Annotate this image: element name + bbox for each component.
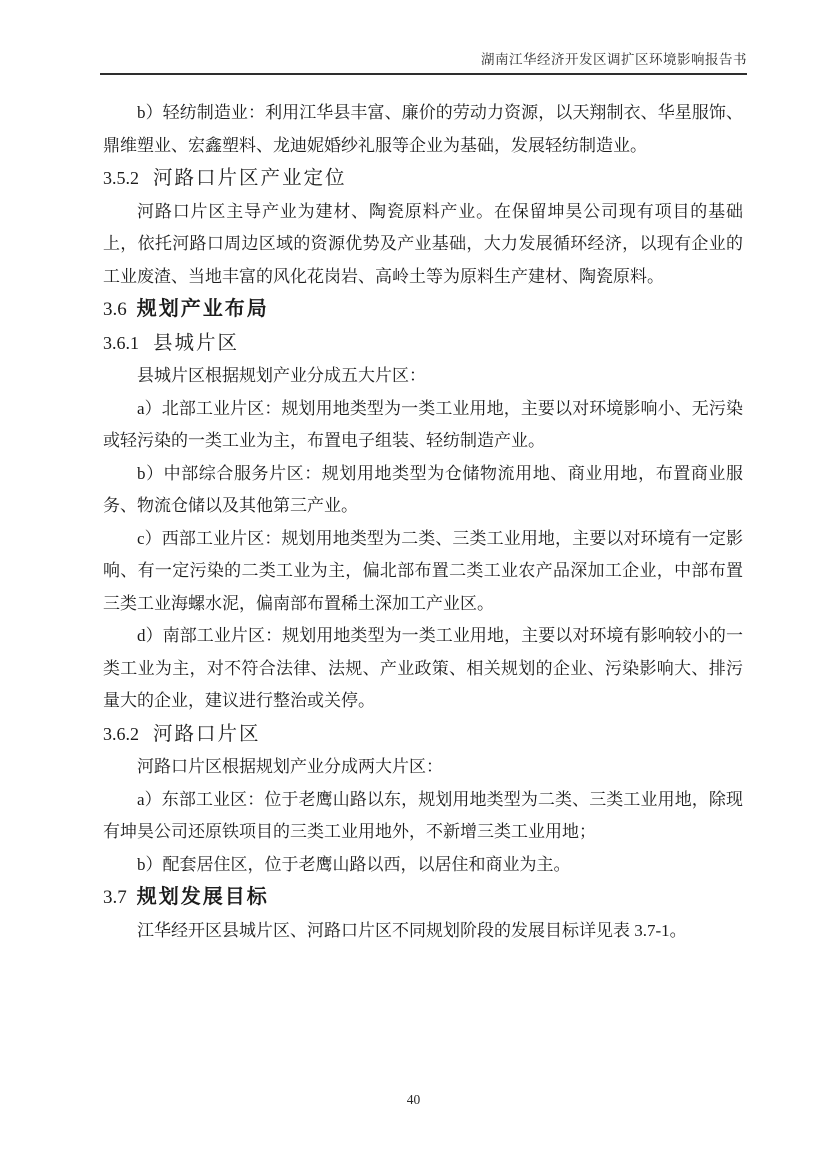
- page-header: [100, 48, 747, 75]
- heading-number: 3.6.2: [103, 723, 139, 744]
- paragraph: d）南部工业片区：规划用地类型为一类工业用地，主要以对环境有影响较小的一类工业为主，对不符合法律、法规、产业政策、相关规划的企业、污染影响大、排污量大的企业，建议进行整治或关停。: [103, 626, 743, 710]
- paragraph: a）北部工业片区：规划用地类型为一类工业用地，主要以对环境影响小、无污染或轻污染的一类工业为主，布置电子组装、轻纺制造产业。: [103, 398, 743, 450]
- heading-title: 县城片区: [153, 332, 240, 354]
- heading-number: 3.6: [103, 299, 127, 320]
- paragraph: b）中部综合服务片区：规划用地类型为仓储物流用地、商业用地，布置商业服务、物流仓储以及其他第三产业。: [103, 463, 743, 515]
- paragraph: 河路口片区主导产业为建材、陶瓷原料产业。在保留坤昊公司现有项目的基础上，依托河路口周边区域的资源优势及产业基础，大力发展循环经济，以现有企业的工业废渣、当地丰富的风化花岗岩、高岭土等为原料生产建材、陶瓷原料。: [103, 201, 743, 286]
- heading-number: 3.6.1: [103, 332, 139, 353]
- section-heading: [103, 293, 743, 327]
- heading-title: 规划发展目标: [136, 886, 269, 908]
- paragraph: 县城片区根据规划产业分成五大片区：: [137, 366, 426, 385]
- heading-title: 河路口片区: [153, 723, 261, 745]
- section-heading: [103, 881, 743, 915]
- heading-number: 3.7: [103, 887, 127, 908]
- paragraph: a）东部工业区：位于老鹰山路以东，规划用地类型为二类、三类工业用地，除现有坤昊公司还原铁项目的三类工业用地外，不新增三类工业用地；: [103, 789, 743, 841]
- paragraph: 江华经开区县城片区、河路口片区不同规划阶段的发展目标详见表 3.7-1。: [137, 920, 687, 940]
- subsection-heading: [103, 327, 743, 361]
- page-number: 40: [406, 1092, 421, 1107]
- page-footer: [0, 1092, 827, 1108]
- subsection-heading: [103, 162, 743, 196]
- paragraph: b）轻纺制造业：利用江华县丰富、廉价的劳动力资源，以天翔制衣、华星服饰、鼎维塑业、宏鑫塑料、龙迪妮婚纱礼服等企业为基础，发展轻纺制造业。: [103, 103, 743, 155]
- heading-title: 规划产业布局: [136, 298, 269, 320]
- heading-number: 3.5.2: [103, 168, 139, 188]
- header-running-title: 湖南江华经济开发区调扩区环境影响报告书: [481, 52, 747, 67]
- subsection-heading: [103, 718, 743, 752]
- paragraph: 河路口片区根据规划产业分成两大片区：: [137, 757, 443, 776]
- paragraph: b）配套居住区，位于老鹰山路以西，以居住和商业为主。: [137, 854, 571, 874]
- heading-title: 河路口片区产业定位: [153, 168, 347, 189]
- paragraph: c）西部工业片区：规划用地类型为二类、三类工业用地，主要以对环境有一定影响、有一定污染的二类工业为主，偏北部布置二类工业农产品深加工企业，中部布置三类工业海螺水泥，偏南部布置稀土深加工产业区。: [103, 528, 743, 613]
- document-body: [103, 97, 743, 947]
